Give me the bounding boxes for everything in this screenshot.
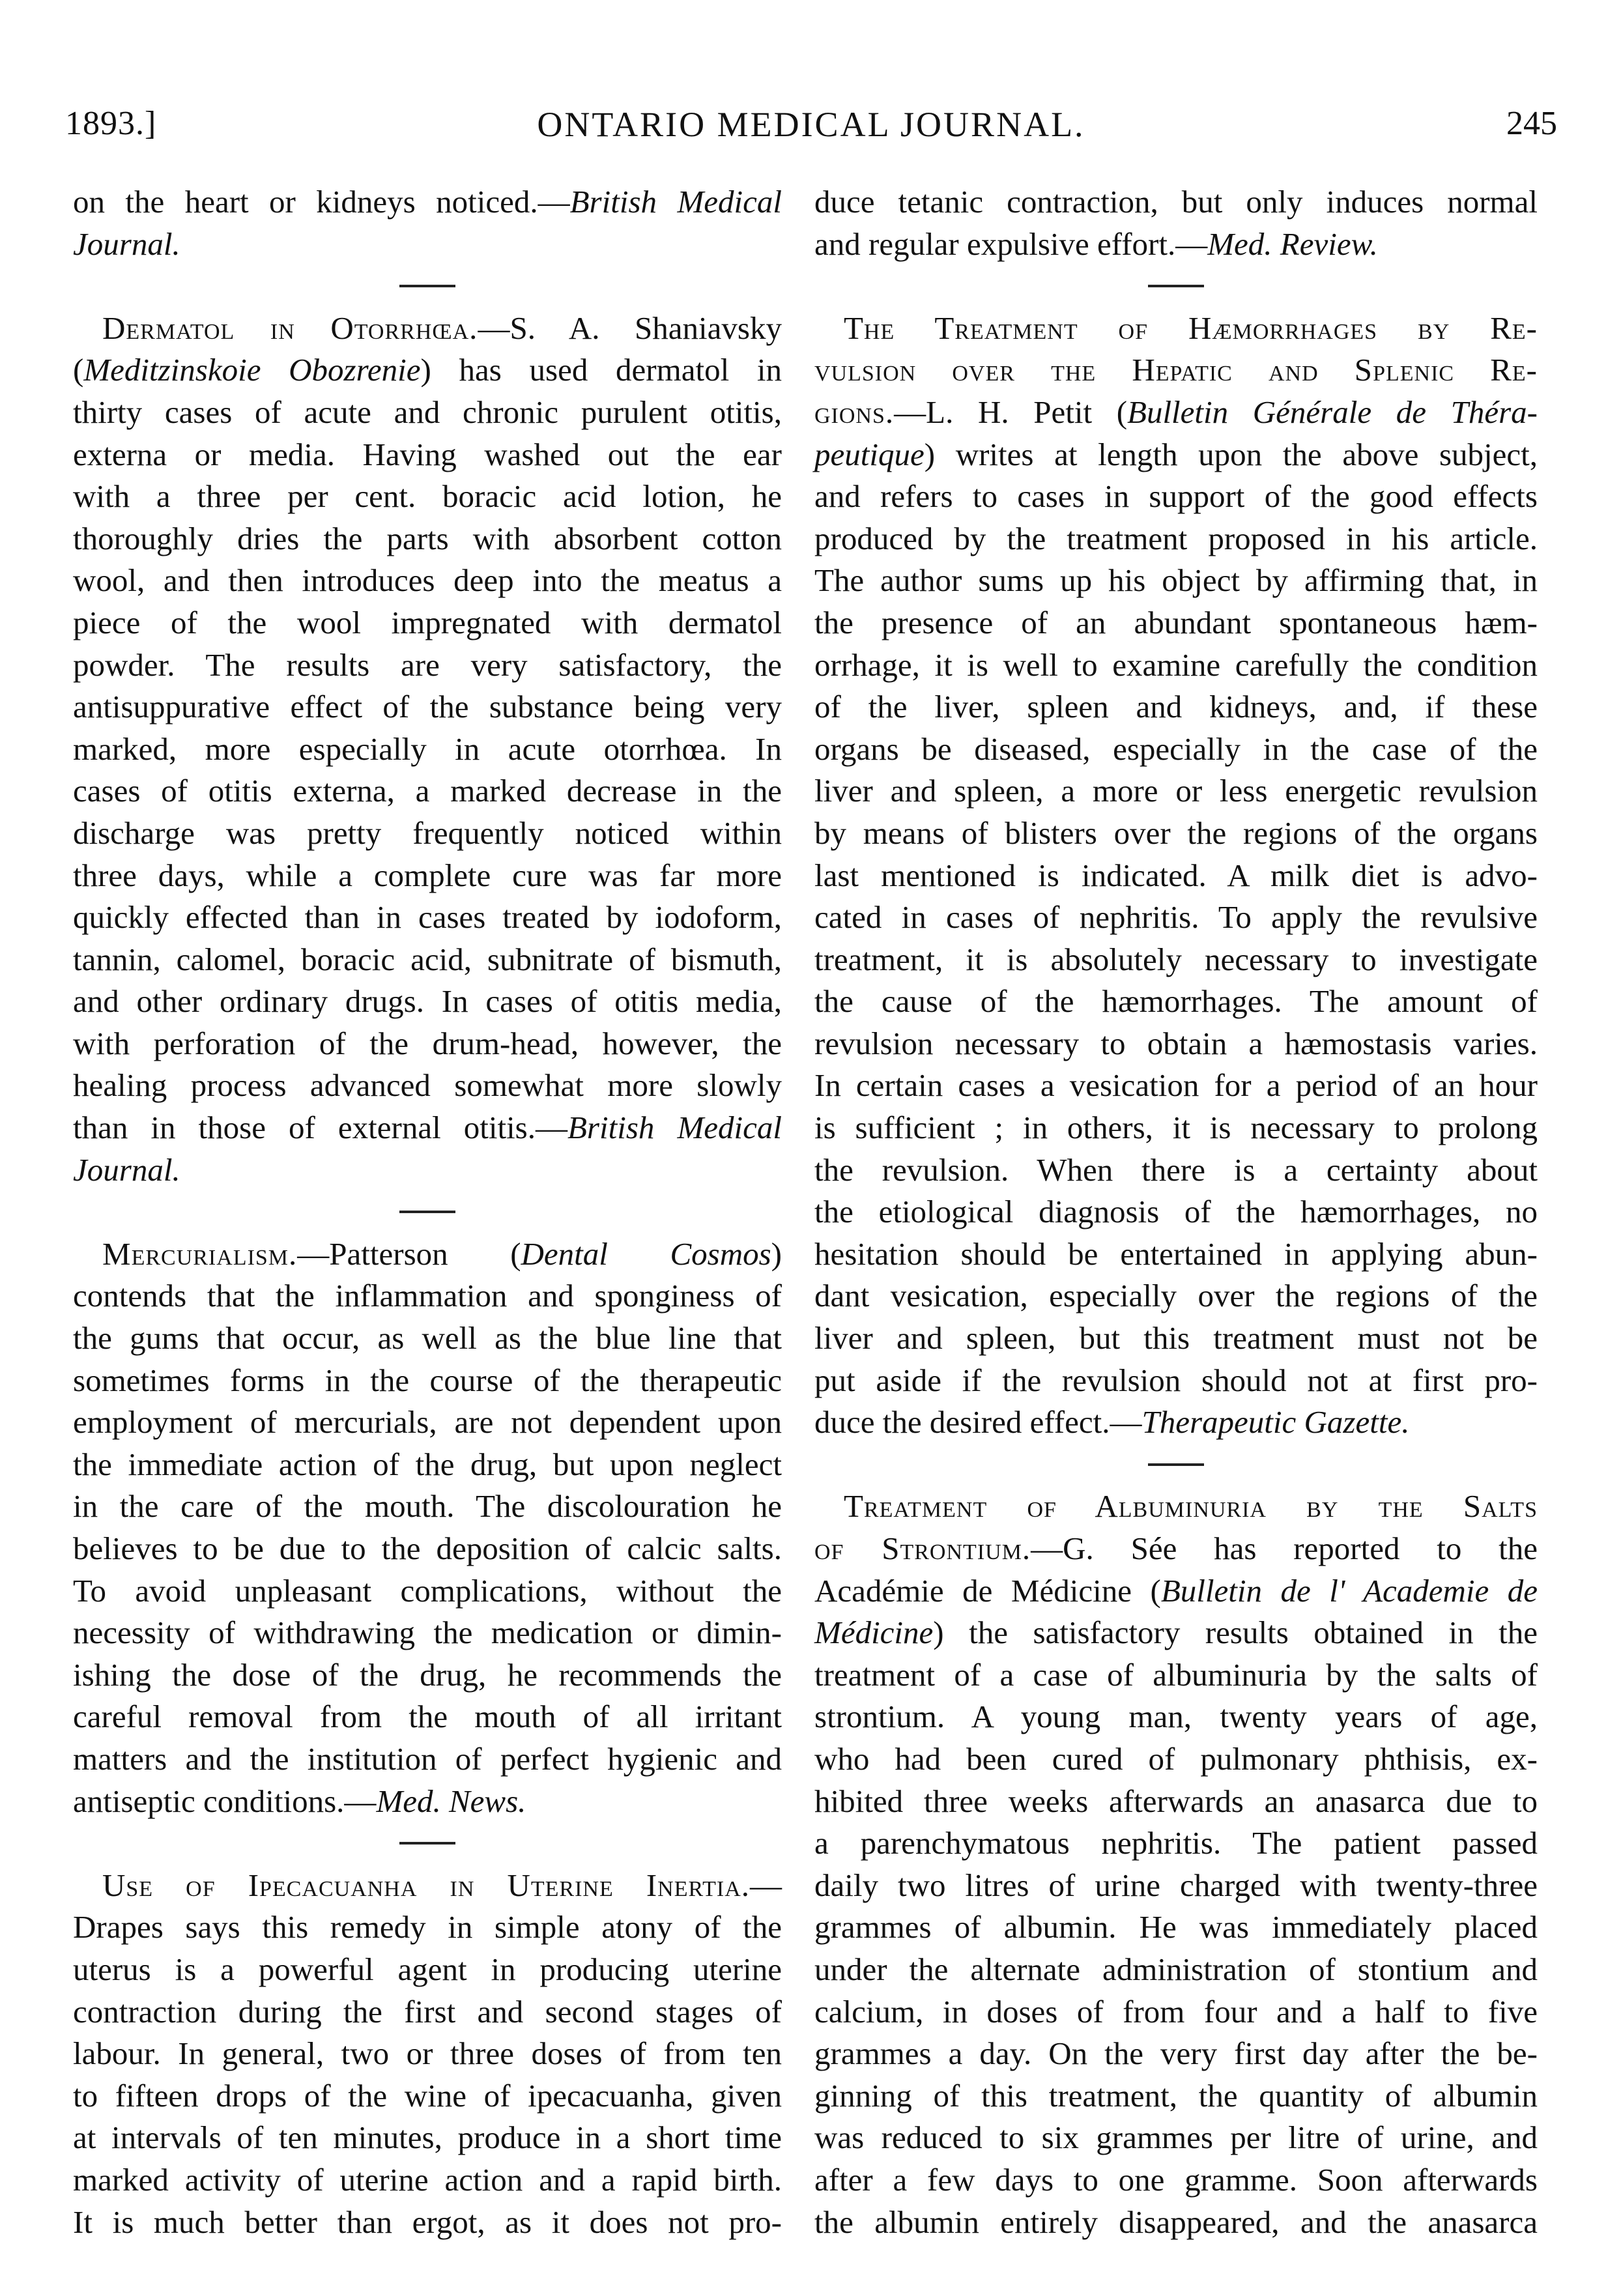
text-line: (Meditzinskoie Obozrenie) has used dermatol in <box>73 352 782 388</box>
text-line: liver and spleen, but this treatment must not be <box>814 1320 1538 1356</box>
page-number: 245 <box>1506 105 1557 142</box>
article-heading: Dermatol in Otorrhœa. <box>102 309 478 346</box>
source-citation: Bulletin de l' Academie de <box>1160 1572 1538 1609</box>
running-head <box>65 104 1557 156</box>
source-citation: peutique <box>814 436 925 472</box>
text-line: externa or media. Having washed out the ear <box>73 436 782 472</box>
section-divider <box>73 265 782 308</box>
text-line: produced by the treatment proposed in his article. <box>814 520 1538 556</box>
text-line: careful removal from the mouth of all irritant <box>73 1699 782 1735</box>
text-line: dant vesication, especially over the regions of the <box>814 1278 1538 1314</box>
text-line: peutique) writes at length upon the above subject, <box>814 436 1538 472</box>
running-head-year: 1893.] <box>65 105 157 142</box>
continuation-paragraph <box>73 181 782 265</box>
text-line: the etiological diagnosis of the hæmorrhages, no <box>814 1194 1538 1230</box>
article-heading: of Strontium. <box>814 1530 1031 1566</box>
text-line: hibited three weeks afterwards an anasarca due to <box>814 1783 1538 1819</box>
text-line: to fifteen drops of the wine of ipecacuanha, given <box>73 2077 782 2114</box>
text-line: Médicine) the satisfactory results obtained in the <box>814 1614 1538 1651</box>
text-line: discharge was pretty frequently noticed within <box>73 814 782 851</box>
text-line: marked, more especially in acute otorrhœa. In <box>73 730 782 767</box>
article-heading-line: Use of Ipecacuanha in Uterine Inertia.— <box>102 1867 782 1903</box>
continuation-paragraph <box>814 181 1538 265</box>
article-heading: gions. <box>814 394 895 430</box>
text-line: wool, and then introduces deep into the meatus a <box>73 562 782 599</box>
text-line: under the alternate administration of stontium and <box>814 1951 1538 1987</box>
text-line: orrhage, it is well to examine carefully the condition <box>814 646 1538 683</box>
text-line: ginning of this treatment, the quantity of albumin <box>814 2077 1538 2114</box>
article-heading: Use of Ipecacuanha in Uterine Inertia. <box>102 1867 750 1903</box>
text-line: gions.—L. H. Petit (Bulletin Générale de Théra- <box>814 394 1538 430</box>
text-line: at intervals of ten minutes, produce in a short time <box>73 2119 782 2156</box>
text-line: by means of blisters over the regions of the organs <box>814 814 1538 851</box>
text-line: with a three per cent. boracic acid lotion, he <box>73 478 782 515</box>
text-line: labour. In general, two or three doses of from ten <box>73 2035 782 2072</box>
text-line: The author sums up his object by affirming that, in <box>814 562 1538 599</box>
text-line: is sufficient ; in others, it is necessary to prolong <box>814 1110 1538 1146</box>
text-line: the gums that occur, as well as the blue line that <box>73 1320 782 1356</box>
article-heading-line: The Treatment of Hæmorrhages by Re- <box>844 309 1538 346</box>
text-line: and refers to cases in support of the good effects <box>814 478 1538 515</box>
article-heading-line: Treatment of Albuminuria by the Salts <box>844 1488 1538 1525</box>
text-line: Drapes says this remedy in simple atony of the <box>73 1909 782 1945</box>
article-heading-line: Mercurialism.—Patterson (Dental Cosmos) <box>102 1235 782 1272</box>
section-divider <box>814 265 1538 308</box>
text-line: thirty cases of acute and chronic purulent otitis, <box>73 394 782 430</box>
section-divider <box>73 1191 782 1233</box>
text-line: employment of mercurials, are not dependent upon <box>73 1404 782 1441</box>
section-divider <box>814 1444 1538 1486</box>
text-line: tannin, calomel, boracic acid, subnitrate of bismuth, <box>73 941 782 977</box>
text-line: duce the desired effect.—Therapeutic Gazette. <box>814 1404 1410 1441</box>
running-head-title: ONTARIO MEDICAL JOURNAL. <box>537 105 1085 144</box>
text-line: thoroughly dries the parts with absorbent cotton <box>73 520 782 556</box>
text-line: liver and spleen, a more or less energetic revulsion <box>814 773 1538 809</box>
text-line: daily two litres of urine charged with twenty-three <box>814 1867 1538 1903</box>
source-citation: British Medical <box>569 184 782 220</box>
source-citation: Journal. <box>73 225 180 262</box>
text-line: healing process advanced somewhat more slowly <box>73 1067 782 1104</box>
source-citation: Médicine <box>814 1614 934 1651</box>
article-ipecacuanha-uterine-inertia <box>73 1865 782 2243</box>
text-line: piece of the wool impregnated with dermatol <box>73 604 782 640</box>
text-line: the cause of the hæmorrhages. The amount of <box>814 983 1538 1020</box>
text-line: a parenchymatous nephritis. The patient passed <box>814 1825 1538 1861</box>
text-line: uterus is a powerful agent in producing uterine <box>73 1951 782 1987</box>
text-line: organs be diseased, especially in the case of the <box>814 730 1538 767</box>
text-line <box>73 223 782 266</box>
text-line: the albumin entirely disappeared, and the anasarca <box>814 2203 1538 2240</box>
article-haemorrhages-revulsion <box>814 308 1538 1444</box>
text-line: who had been cured of pulmonary phthisis, ex- <box>814 1740 1538 1777</box>
source-citation: Therapeutic Gazette. <box>1141 1404 1410 1441</box>
text-line: quickly effected than in cases treated by iodoform, <box>73 899 782 936</box>
text-line: strontium. A young man, twenty years of age, <box>814 1699 1538 1735</box>
text-line: revulsion necessary to obtain a hæmostasis varies. <box>814 1025 1538 1061</box>
text-line: the presence of an abundant spontaneous hæm- <box>814 604 1538 640</box>
text-line: put aside if the revulsion should not at first pro- <box>814 1362 1538 1398</box>
text-line: the immediate action of the drug, but upon neglect <box>73 1446 782 1482</box>
text-line: marked activity of uterine action and a rapid birth. <box>73 2161 782 2198</box>
text-line: and regular expulsive effort.—Med. Review. <box>814 225 1378 262</box>
text-line: hesitation should be entertained in applying abun- <box>814 1235 1538 1272</box>
text-line: antisuppurative effect of the substance being very <box>73 689 782 725</box>
text-line: ishing the dose of the drug, he recommends the <box>73 1656 782 1693</box>
article-heading-line: vulsion over the Hepatic and Splenic Re- <box>814 352 1538 388</box>
article-mercurialism <box>73 1233 782 1822</box>
text-line: contraction during the first and second stages of <box>73 1993 782 2030</box>
text-line: contends that the inflammation and sponginess of <box>73 1278 782 1314</box>
text-line: of Strontium.—G. Sée has reported to the <box>814 1530 1538 1566</box>
article-dermatol-otorrhoea <box>73 308 782 1191</box>
text-line: was reduced to six grammes per litre of urine, and <box>814 2119 1538 2156</box>
text-line: believes to be due to the deposition of calcic salts. <box>73 1530 782 1566</box>
text-line: cated in cases of nephritis. To apply the revulsive <box>814 899 1538 936</box>
text-line: last mentioned is indicated. A milk diet is advo- <box>814 857 1538 893</box>
text-line: To avoid unpleasant complications, without the <box>73 1572 782 1609</box>
source-citation: Dental Cosmos <box>521 1235 771 1272</box>
source-citation: Med. Review. <box>1207 225 1378 262</box>
text-line: of the liver, spleen and kidneys, and, if these <box>814 689 1538 725</box>
text-line: the revulsion. When there is a certainty about <box>814 1151 1538 1188</box>
text-line: treatment, it is absolutely necessary to investigate <box>814 941 1538 977</box>
text-line: than in those of external otitis.—British Medical <box>73 1110 782 1146</box>
text-line: necessity of withdrawing the medication or dimin- <box>73 1614 782 1651</box>
text-line: on the heart or kidneys noticed.—British Medical <box>73 184 782 220</box>
text-line: duce tetanic contraction, but only induces normal <box>814 184 1538 220</box>
text-line: and other ordinary drugs. In cases of otitis media, <box>73 983 782 1020</box>
article-albuminuria-strontium <box>814 1485 1538 2243</box>
source-citation: British Medical <box>567 1110 782 1146</box>
article-heading: Mercurialism. <box>102 1235 298 1272</box>
text-line: matters and the institution of perfect hygienic and <box>73 1740 782 1777</box>
source-citation: Med. News. <box>376 1783 526 1819</box>
right-column <box>814 181 1538 2243</box>
text-line: It is much better than ergot, as it does not pro- <box>73 2203 782 2240</box>
source-citation: Journal. <box>73 1151 180 1188</box>
text-line: in the care of the mouth. The discolouration he <box>73 1488 782 1525</box>
text-line: grammes of albumin. He was immediately placed <box>814 1909 1538 1945</box>
text-line: antiseptic conditions.—Med. News. <box>73 1783 526 1819</box>
text-line: treatment of a case of albuminuria by the salts of <box>814 1656 1538 1693</box>
text-line: In certain cases a vesication for a period of an hour <box>814 1067 1538 1104</box>
text-line: calcium, in doses of from four and a half to five <box>814 1993 1538 2030</box>
text-line <box>73 1149 782 1192</box>
text-line: three days, while a complete cure was far more <box>73 857 782 893</box>
text-line: cases of otitis externa, a marked decrease in the <box>73 773 782 809</box>
text-line: grammes a day. On the very first day after the be- <box>814 2035 1538 2072</box>
text-line: sometimes forms in the course of the therapeutic <box>73 1362 782 1398</box>
article-heading-line: Dermatol in Otorrhœa.—S. A. Shaniavsky <box>102 309 782 346</box>
text-line: Académie de Médicine (Bulletin de l' Academie de <box>814 1572 1538 1609</box>
text-line: powder. The results are very satisfactory, the <box>73 646 782 683</box>
section-divider <box>73 1822 782 1865</box>
left-column <box>73 181 782 2243</box>
source-citation: Bulletin Générale de Théra- <box>1127 394 1538 430</box>
source-citation: Meditzinskoie Obozrenie <box>83 352 421 388</box>
text-line: after a few days to one gramme. Soon afterwards <box>814 2161 1538 2198</box>
text-line: with perforation of the drum-head, however, the <box>73 1025 782 1061</box>
